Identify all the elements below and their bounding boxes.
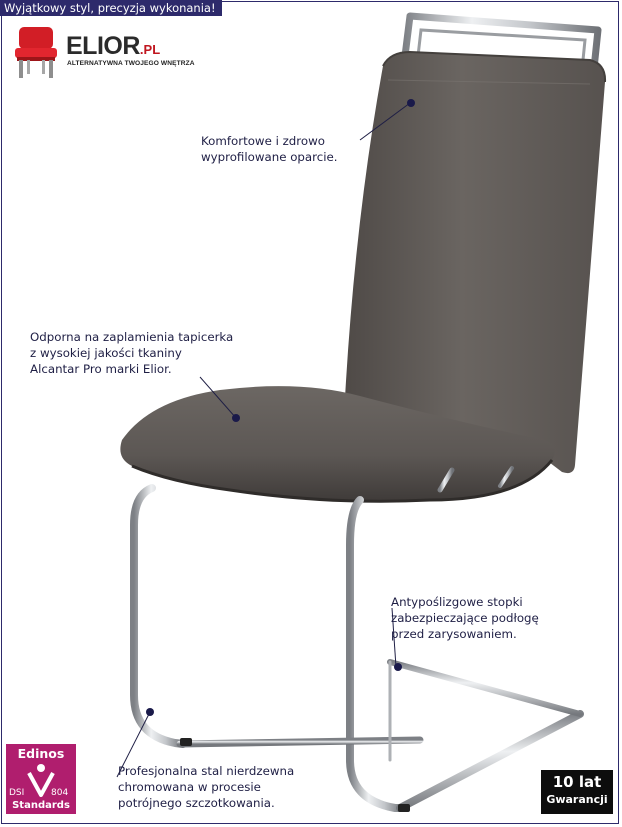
edinos-title: Edinos: [17, 746, 65, 761]
brand-name-main: ELIOR: [66, 32, 140, 60]
callout-line: Alcantar Pro marki Elior.: [30, 362, 172, 376]
brand-tagline: ALTERNATYWNA TWOJEGO WNĘTRZA: [67, 60, 195, 67]
callout-line: wyprofilowane oparcie.: [201, 150, 338, 164]
warranty-label: Gwarancji: [546, 793, 608, 806]
banner-text: Wyjątkowy styl, precyzja wykonania!: [4, 1, 216, 15]
warranty-badge: [541, 770, 613, 814]
edinos-number: 804: [51, 788, 69, 798]
callout-line: zabezpieczające podłogę: [391, 611, 539, 625]
callout-line: Odporna na zaplamienia tapicerka: [30, 330, 234, 344]
foot-pad: [398, 804, 410, 812]
callout-steel: [118, 763, 294, 811]
callout-backrest: [201, 133, 338, 165]
callout-dot: [394, 663, 402, 671]
callout-line: chromowana w procesie: [118, 780, 261, 794]
foot-pad: [180, 738, 192, 746]
brand-suffix: .PL: [139, 42, 161, 57]
callout-line: Profesjonalna stal nierdzewna: [118, 764, 295, 778]
warranty-years: 10 lat: [552, 773, 602, 791]
callout-dot: [407, 99, 415, 107]
edinos-label: Standards: [12, 800, 70, 811]
callout-line: Komfortowe i zdrowo: [201, 134, 325, 148]
edinos-badge: [6, 744, 76, 814]
callout-line: z wysokiej jakości tkaniny: [30, 346, 182, 360]
callout-dot: [232, 414, 240, 422]
callout-line: Antypoślizgowe stopki: [391, 595, 523, 609]
callout-dot: [146, 708, 154, 716]
callout-upholstery: [30, 329, 233, 377]
callout-line: potrójnego szczotkowania.: [118, 796, 275, 810]
callout-feet: [391, 594, 539, 642]
callout-line: przed zarysowaniem.: [391, 627, 517, 641]
edinos-prefix: DSI: [9, 788, 25, 798]
